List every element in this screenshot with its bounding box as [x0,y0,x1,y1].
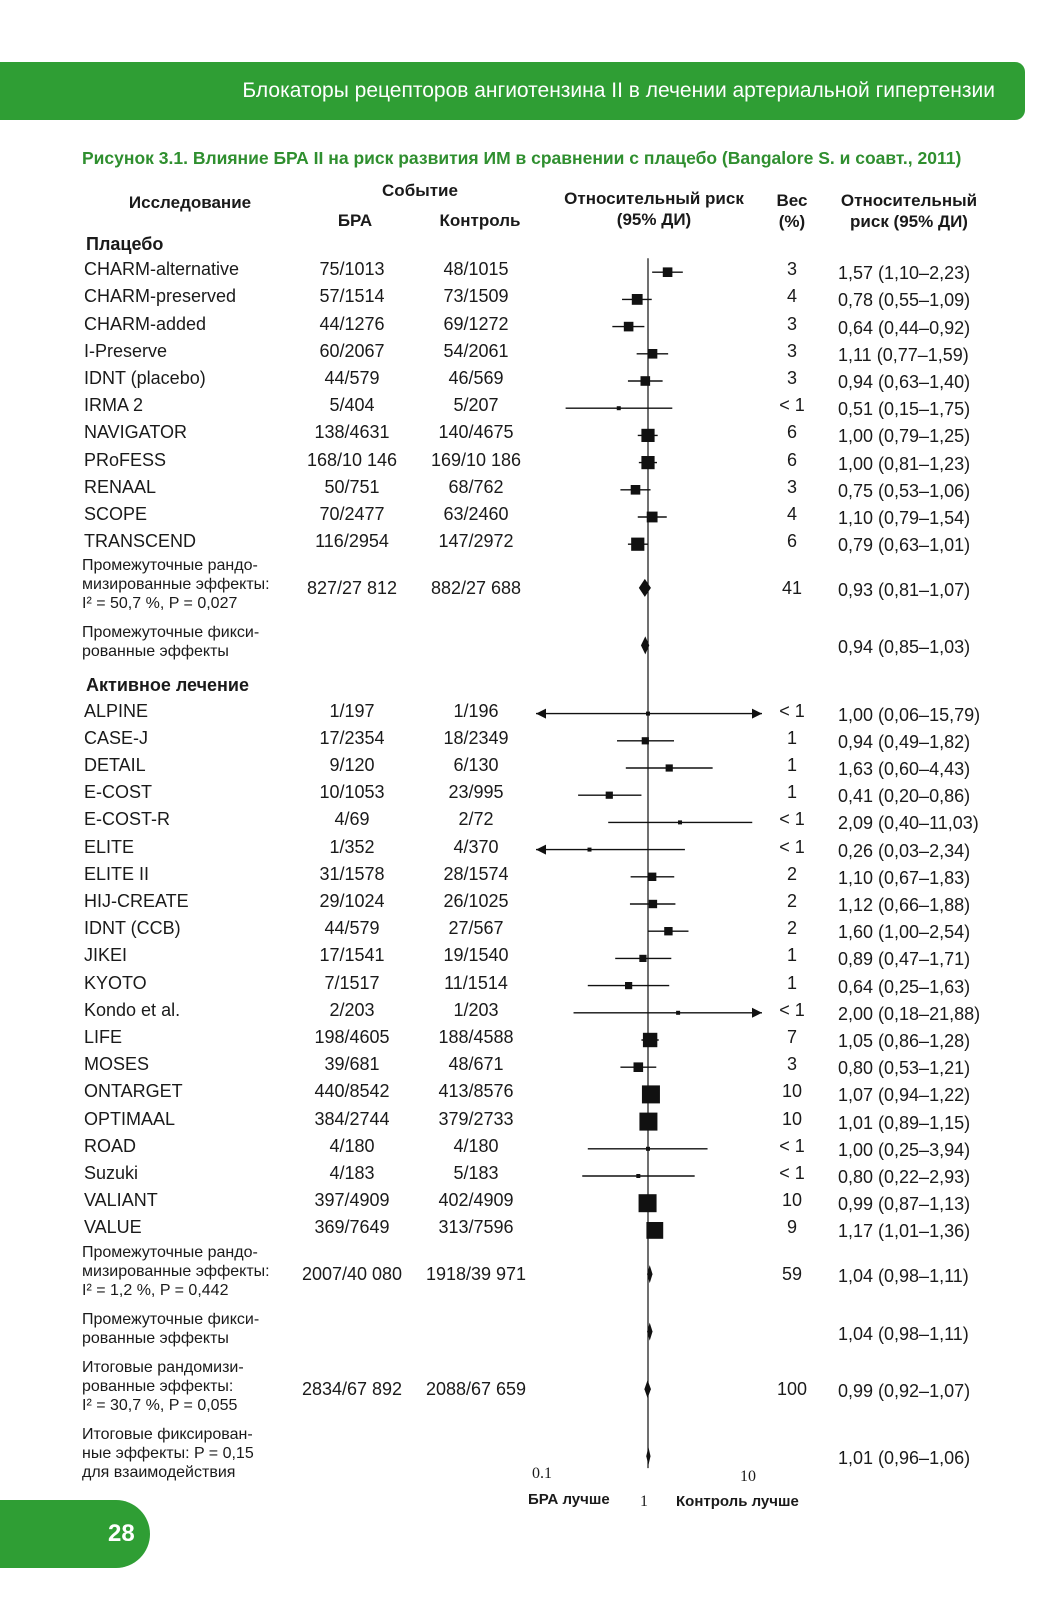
study-rr-text: 1,00 (0,81–1,23) [838,453,971,474]
study-rr-text: 1,10 (0,67–1,83) [838,867,971,888]
study-rr-text: 0,94 (0,49–1,82) [838,731,971,752]
study-name: VALUE [84,1217,142,1238]
point-estimate-box [641,376,651,386]
study-control-events: 68/762 [448,476,504,497]
study-arb-events: 44/1276 [319,313,385,334]
study-name: CHARM-alternative [84,259,240,280]
summary-arb-events: 2007/40 080 [301,1264,403,1285]
summary-diamond [639,579,651,597]
study-rr-text: 1,63 (0,60–4,43) [838,759,971,779]
point-estimate-box [676,1011,680,1015]
study-rr-text: 1,11 (0,77–1,59) [838,344,969,365]
study-rr-text: 0,64 (0,44–0,92) [838,317,971,338]
study-weight: 6 [786,422,797,443]
study-arb-events: 397/4909 [314,1190,390,1211]
col-header-events: Событие [382,181,458,200]
point-estimate-box [587,848,591,852]
point-estimate-box [648,349,658,359]
study-name: RENAAL [84,476,157,497]
axis-tick-one: 1 [640,1493,648,1510]
point-estimate-box [639,1194,657,1212]
study-control-events: 6/130 [453,755,499,775]
study-weight: 7 [786,1027,797,1047]
study-rr-text: 2,09 (0,40–11,03) [838,813,979,834]
point-estimate-box [647,512,658,523]
study-name: HIJ-CREATE [84,891,189,911]
study-arb-events: 39/681 [324,1054,380,1075]
summary-label: Промежуточные рандо- мизированные эффекты: I² = 50,7 %, P = 0,027 [82,557,270,613]
summary-arb-events: 827/27 812 [306,577,398,598]
summary-rr-text: 1,04 (0,98–1,11) [838,1266,969,1287]
study-name: KYOTO [84,972,147,993]
study-control-events: 48/1015 [443,259,509,280]
study-arb-events: 369/7649 [314,1217,390,1238]
study-weight: 3 [786,1054,797,1075]
study-control-events: 313/7596 [438,1217,514,1238]
point-estimate-box [643,1033,657,1047]
study-name: ONTARGET [84,1081,183,1102]
study-weight: 1 [786,945,797,966]
study-rr-text: 0,78 (0,55–1,09) [838,290,971,311]
point-estimate-box [631,485,641,495]
study-rr-text: 1,05 (0,86–1,28) [838,1031,971,1051]
study-name: Kondo et al. [84,999,181,1020]
point-estimate-box [625,982,632,989]
section-title: Активное лечение [86,675,250,696]
study-arb-events: 1/352 [329,836,375,857]
study-weight: < 1 [779,1135,805,1156]
point-estimate-box [634,1062,644,1072]
ci-arrow-left [536,709,546,719]
study-rr-text: 0,64 (0,25–1,63) [838,976,971,997]
col-header-arb: БРА [337,211,373,230]
study-control-events: 73/1509 [443,286,509,307]
study-rr-text: 1,12 (0,66–1,88) [838,895,971,915]
summary-rr-text: 0,93 (0,81–1,07) [838,579,971,600]
point-estimate-box [642,1085,660,1103]
study-rr-text: 1,00 (0,79–1,25) [838,426,971,447]
study-control-events: 2/72 [458,809,494,830]
study-control-events: 147/2972 [438,531,514,552]
study-control-events: 28/1574 [443,863,509,884]
overall-rr-text: 1,01 (0,96–1,06) [838,1448,971,1469]
study-rr-text: 0,89 (0,47–1,71) [838,949,971,970]
axis-label-control-better: Контроль лучше [676,1493,799,1510]
study-weight: 3 [786,313,797,334]
study-arb-events: 7/1517 [324,972,380,993]
study-weight: 6 [786,531,797,552]
study-weight: 1 [786,755,797,775]
study-arb-events: 57/1514 [319,286,385,307]
summary-label: Промежуточные рандо- мизированные эффекты: I² = 1,2 %, P = 0,442 [82,1243,270,1299]
study-name: PRoFESS [84,449,167,470]
study-weight: < 1 [779,809,805,830]
study-arb-events: 44/579 [324,918,380,939]
study-name: SCOPE [84,504,148,524]
summary-diamond [647,1323,652,1341]
study-name: NAVIGATOR [84,422,188,443]
study-arb-events: 440/8542 [314,1081,390,1102]
study-rr-text: 0,75 (0,53–1,06) [838,480,971,501]
study-rr-text: 1,17 (1,01–1,36) [838,1221,971,1242]
study-weight: 3 [786,476,797,497]
study-name: DETAIL [84,755,146,775]
study-arb-events: 17/2354 [319,727,385,748]
col-header-weight: Вес (%) [776,191,808,231]
study-control-events: 26/1025 [443,891,509,911]
study-arb-events: 5/404 [329,395,375,416]
point-estimate-box [678,820,682,824]
study-control-events: 169/10 186 [430,449,522,470]
study-name: OPTIMAAL [84,1108,176,1129]
study-arb-events: 17/1541 [319,945,385,966]
study-arb-events: 44/579 [324,368,380,388]
summary-diamond [641,636,649,654]
point-estimate-box [636,1174,640,1178]
study-name: CHARM-added [84,313,207,334]
study-weight: < 1 [779,999,805,1020]
study-weight: 4 [786,286,797,307]
study-name: JIKEI [84,945,128,966]
study-control-events: 379/2733 [438,1108,514,1129]
study-arb-events: 2/203 [329,999,375,1020]
overall-arb-events: 2834/67 892 [301,1379,403,1400]
study-arb-events: 29/1024 [319,891,385,911]
figure-title: Рисунок 3.1. Влияние БРА II на риск развития ИМ в сравнении с плацебо (Bangalore S. и соавт., 2011) [82,148,962,168]
study-weight: 1 [786,782,797,803]
study-weight: 10 [781,1108,803,1129]
study-arb-events: 198/4605 [314,1027,390,1047]
overall-weight: 100 [776,1379,808,1400]
study-rr-text: 0,79 (0,63–1,01) [838,535,971,556]
study-name: VALIANT [84,1190,158,1211]
overall-label: Итоговые рандомизи- рованные эффекты: I² = 30,7 %, P = 0,055 [82,1358,244,1414]
study-name: I-Preserve [84,340,168,361]
summary-rr-text: 0,94 (0,85–1,03) [838,637,971,658]
point-estimate-box [649,900,657,908]
col-header-control: Контроль [439,211,521,230]
study-weight: 1 [786,727,797,748]
study-control-events: 413/8576 [438,1081,514,1102]
section-title: Плацебо [86,234,164,254]
study-rr-text: 1,00 (0,06–15,79) [838,704,981,725]
summary-weight: 41 [781,577,803,598]
summary-label: Промежуточные фикси- рованные эффекты [82,624,260,661]
page-number: 28 [108,1520,135,1547]
study-rr-text: 2,00 (0,18–21,88) [838,1003,981,1024]
study-name: IRMA 2 [84,395,144,416]
summary-diamond [644,1380,651,1398]
study-name: E-COST-R [84,809,171,830]
study-arb-events: 168/10 146 [306,449,398,470]
study-weight: 3 [786,340,797,361]
study-weight: 9 [786,1217,797,1238]
study-weight: < 1 [779,395,805,416]
study-rr-text: 0,80 (0,53–1,21) [838,1058,971,1079]
axis-tick-max: 10 [740,1468,756,1485]
point-estimate-box [648,873,656,881]
col-header-study: Исследование [128,193,252,212]
study-weight: 2 [786,918,797,939]
study-weight: < 1 [779,836,805,857]
point-estimate-box [606,792,613,799]
study-name: MOSES [84,1054,150,1075]
study-weight: 10 [781,1190,803,1211]
study-name: E-COST [84,782,153,803]
study-control-events: 69/1272 [443,313,509,334]
ci-arrow-right [752,709,762,719]
point-estimate-box [639,955,646,962]
study-rr-text: 1,00 (0,25–3,94) [838,1139,971,1160]
summary-control-events: 1918/39 971 [425,1264,527,1285]
study-weight: 3 [786,368,797,388]
study-rr-text: 0,51 (0,15–1,75) [838,399,971,420]
study-name: IDNT (CCB) [84,918,181,939]
study-rr-text: 1,01 (0,89–1,15) [838,1112,971,1133]
study-control-events: 4/180 [453,1135,499,1156]
col-header-rr: Относительный риск (95% ДИ) [564,189,744,229]
study-weight: 1 [786,972,797,993]
study-control-events: 5/207 [453,395,499,416]
study-rr-text: 0,94 (0,63–1,40) [838,372,971,392]
study-control-events: 5/183 [453,1163,499,1183]
study-control-events: 23/995 [448,782,504,803]
summary-rr-text: 1,04 (0,98–1,11) [838,1323,969,1344]
study-arb-events: 4/183 [329,1163,375,1183]
point-estimate-box [632,294,643,305]
study-rr-text: 1,07 (0,94–1,22) [838,1085,971,1106]
study-name: ALPINE [84,700,149,721]
study-name: CASE-J [84,727,149,748]
study-control-events: 54/2061 [443,340,509,361]
header-title: Блокаторы рецепторов ангиотензина II в лечении артериальной гипертензии [242,79,995,102]
point-estimate-box [663,267,673,277]
point-estimate-box [624,322,634,332]
ci-arrow-left [536,845,546,855]
page-number-badge [0,1500,150,1568]
study-name: ELITE [84,836,135,857]
study-control-events: 63/2460 [443,504,509,524]
point-estimate-box [642,737,649,744]
study-name: CHARM-preserved [84,286,237,307]
study-arb-events: 384/2744 [314,1108,390,1129]
axis-label-arb-better: БРА лучше [528,1491,610,1508]
point-estimate-box [617,406,621,410]
study-arb-events: 50/751 [324,476,380,497]
study-weight: 10 [781,1081,803,1102]
point-estimate-box [664,927,672,935]
summary-control-events: 882/27 688 [430,577,522,598]
study-name: ELITE II [84,863,150,884]
point-estimate-box [646,1147,650,1151]
study-name: ROAD [84,1135,137,1156]
study-control-events: 11/1514 [444,972,508,993]
point-estimate-box [646,1222,663,1239]
study-arb-events: 10/1053 [319,782,385,803]
study-control-events: 46/569 [448,368,504,388]
study-control-events: 1/203 [453,999,499,1020]
summary-label: Промежуточные фикси- рованные эффекты [82,1310,260,1347]
study-rr-text: 0,41 (0,20–0,86) [838,786,971,807]
study-control-events: 188/4588 [438,1027,514,1047]
study-arb-events: 4/180 [329,1135,375,1156]
study-arb-events: 138/4631 [314,422,390,443]
study-control-events: 27/567 [448,918,504,939]
study-control-events: 18/2349 [443,727,509,748]
overall-rr-text: 0,99 (0,92–1,07) [838,1381,971,1402]
ci-arrow-right [752,1008,762,1018]
study-control-events: 4/370 [453,836,499,857]
col-header-rr-text: Относительный риск (95% ДИ) [840,191,978,231]
header-banner [0,62,1025,120]
study-rr-text: 1,60 (1,00–2,54) [838,922,971,943]
study-rr-text: 0,80 (0,22–2,93) [838,1167,971,1187]
study-arb-events: 1/197 [329,700,375,721]
study-weight: < 1 [779,700,805,721]
study-arb-events: 31/1578 [319,863,385,884]
study-name: Suzuki [84,1163,139,1183]
study-weight: 3 [786,259,797,280]
study-weight: 2 [786,891,797,911]
point-estimate-box [641,429,654,442]
study-arb-events: 60/2067 [319,340,385,361]
point-estimate-box [646,712,650,716]
study-rr-text: 0,26 (0,03–2,34) [838,840,971,861]
study-control-events: 48/671 [448,1054,504,1075]
study-weight: 2 [786,863,797,884]
point-estimate-box [631,538,644,551]
summary-weight: 59 [781,1264,803,1285]
study-rr-text: 0,99 (0,87–1,13) [838,1194,971,1215]
point-estimate-box [639,1113,657,1131]
study-rr-text: 1,57 (1,10–2,23) [838,263,971,284]
study-rr-text: 1,10 (0,79–1,54) [838,508,971,528]
study-arb-events: 9/120 [329,755,375,775]
overall-control-events: 2088/67 659 [425,1379,527,1400]
study-control-events: 19/1540 [443,945,509,966]
study-name: IDNT (placebo) [84,368,206,388]
study-control-events: 402/4909 [438,1190,514,1211]
axis-tick-min: 0.1 [532,1465,552,1482]
study-arb-events: 4/69 [334,809,370,830]
point-estimate-box [666,764,673,771]
study-arb-events: 75/1013 [319,259,385,280]
study-arb-events: 116/2954 [315,531,389,552]
study-name: TRANSCEND [84,531,197,552]
study-weight: < 1 [779,1163,805,1183]
study-control-events: 1/196 [453,700,499,721]
overall-label: Итоговые фиксирован- ные эффекты: P = 0,15 для взаимодействия [82,1425,254,1481]
summary-diamond [646,1447,650,1465]
study-name: LIFE [84,1027,123,1047]
summary-diamond [647,1265,652,1283]
study-arb-events: 70/2477 [319,504,385,524]
study-control-events: 140/4675 [438,422,514,443]
study-weight: 4 [786,504,797,524]
study-weight: 6 [786,449,797,470]
point-estimate-box [641,456,654,469]
